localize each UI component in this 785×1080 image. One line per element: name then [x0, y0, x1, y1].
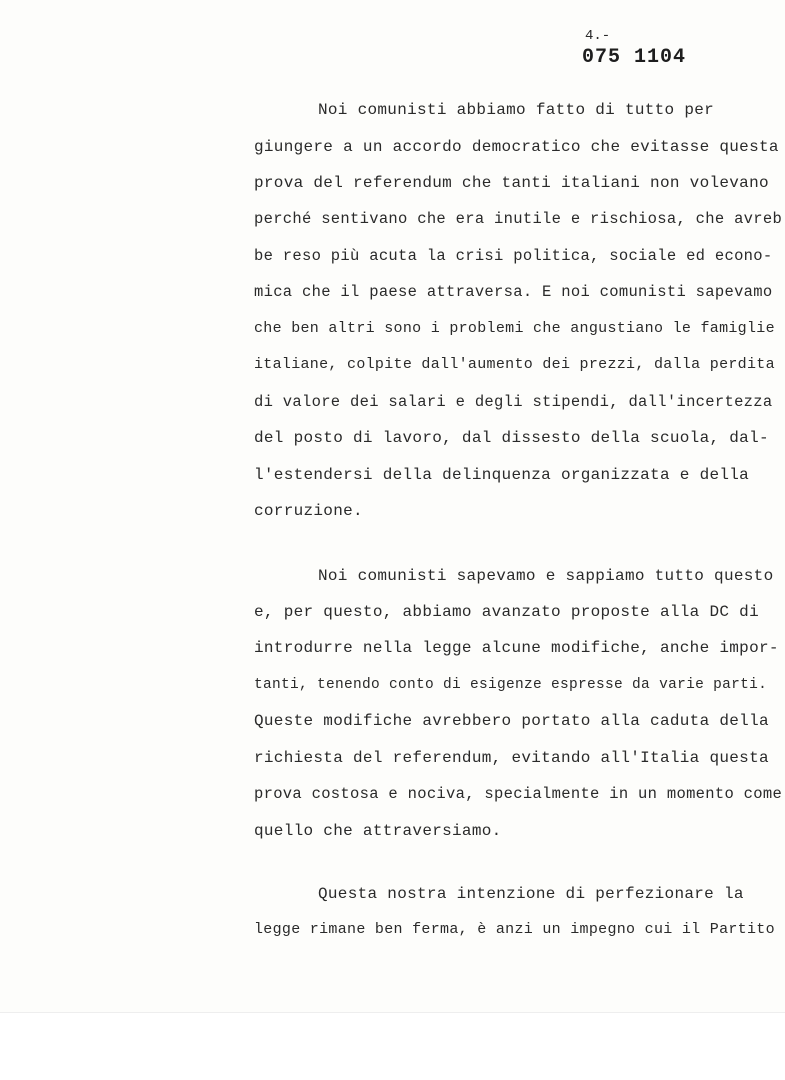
- paragraph-2-line-6: richiesta del referendum, evitando all'Italia questa: [254, 749, 769, 767]
- paragraph-1-line-8: italiane, colpite dall'aumento dei prezzi, dalla perdita: [254, 356, 775, 373]
- paragraph-1-line-10: del posto di lavoro, dal dissesto della scuola, dal-: [254, 429, 769, 447]
- paragraph-3-line-1: Questa nostra intenzione di perfezionare la: [318, 885, 744, 903]
- paragraph-3-line-2: legge rimane ben ferma, è anzi un impegno cui il Partito: [254, 921, 775, 938]
- paragraph-2-line-7: prova costosa e nociva, specialmente in un momento come: [254, 785, 783, 803]
- paragraph-1-line-11: l'estendersi della delinquenza organizzata e della: [254, 466, 750, 484]
- paragraph-1-line-9: di valore dei salari e degli stipendi, dall'incertezza: [254, 393, 773, 411]
- paragraph-1-line-12: corruzione.: [254, 502, 363, 520]
- paragraph-2-line-8: quello che attraversiamo.: [254, 822, 502, 840]
- paragraph-2-line-5: Queste modifiche avrebbero portato alla caduta della: [254, 712, 769, 730]
- page-number: 4.-: [585, 28, 611, 44]
- paragraph-2-line-4: tanti, tenendo conto di esigenze espresse da varie parti.: [254, 677, 768, 693]
- paragraph-2-line-1: Noi comunisti sapevamo e sappiamo tutto questo: [318, 567, 774, 585]
- paragraph-1-line-7: che ben altri sono i problemi che angustiano le famiglie: [254, 320, 775, 337]
- paragraph-1-line-5: be reso più acuta la crisi politica, sociale ed econo-: [254, 247, 773, 265]
- paragraph-1-line-4: perché sentivano che era inutile e rischiosa, che avreb: [254, 210, 783, 228]
- paragraph-2-line-2: e, per questo, abbiamo avanzato proposte alla DC di: [254, 603, 759, 621]
- paragraph-1-line-3: prova del referendum che tanti italiani non volevano: [254, 174, 769, 192]
- paragraph-1-line-6: mica che il paese attraversa. E noi comunisti sapevamo: [254, 283, 773, 301]
- paragraph-1-line-1: Noi comunisti abbiamo fatto di tutto per: [318, 101, 715, 119]
- page-bottom-margin: [0, 1012, 785, 1080]
- paragraph-2-line-3: introdurre nella legge alcune modifiche, anche impor-: [254, 639, 779, 657]
- document-code: 075 1104: [582, 46, 687, 69]
- paragraph-1-line-2: giungere a un accordo democratico che evitasse questa: [254, 138, 779, 156]
